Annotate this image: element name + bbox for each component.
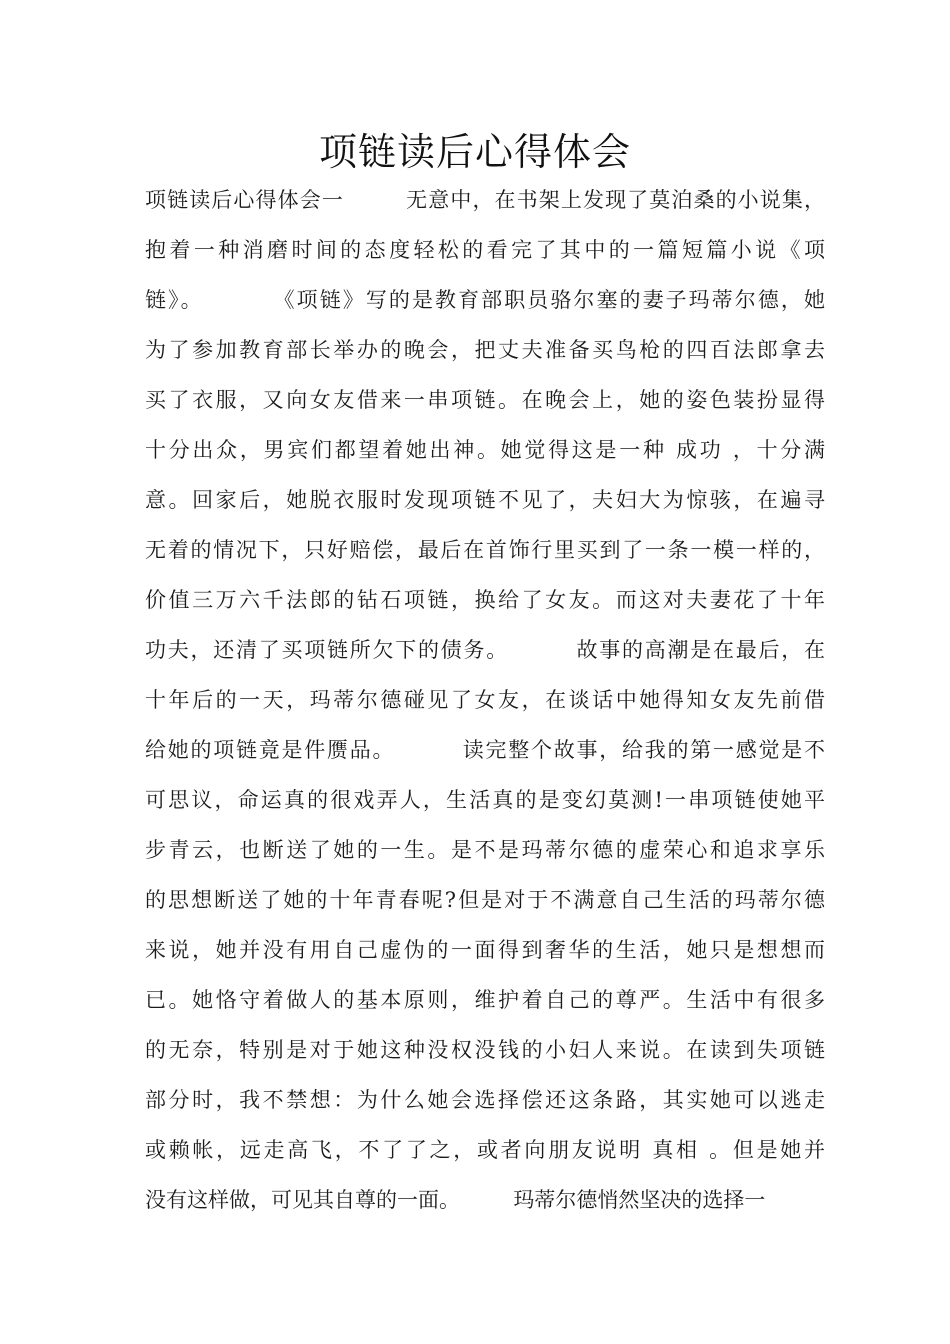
body-line: 十分出众，男宾们都望着她出神。她觉得这是一种 成功 ，十分满: [145, 438, 825, 462]
body-line: 买了衣服，又向女友借来一串项链。在晚会上，她的姿色装扮显得: [145, 388, 825, 412]
document-body: [145, 175, 825, 1225]
body-line: 功夫，还清了买项链所欠下的债务。 故事的高潮是在最后，在: [145, 638, 825, 662]
body-line: 为了参加教育部长举办的晚会，把丈夫准备买鸟枪的四百法郎拿去: [145, 338, 825, 362]
body-line: 链》。 《项链》写的是教育部职员骆尔塞的妻子玛蒂尔德，她: [145, 288, 825, 312]
body-line: 十年后的一天，玛蒂尔德碰见了女友，在谈话中她得知女友先前借: [145, 688, 825, 712]
body-line: 价值三万六千法郎的钻石项链，换给了女友。而这对夫妻花了十年: [145, 588, 825, 612]
body-line: 意。回家后，她脱衣服时发现项链不见了，夫妇大为惊骇，在遍寻: [145, 488, 825, 512]
body-line: 的无奈，特别是对于她这种没权没钱的小妇人来说。在读到失项链: [145, 1038, 825, 1062]
body-line: 可思议，命运真的很戏弄人，生活真的是变幻莫测!一串项链使她平: [145, 788, 825, 812]
body-line: 抱着一种消磨时间的态度轻松的看完了其中的一篇短篇小说《项: [145, 238, 825, 262]
body-line: 给她的项链竟是件赝品。 读完整个故事，给我的第一感觉是不: [145, 738, 825, 762]
body-line: 的思想断送了她的十年青春呢?但是对于不满意自己生活的玛蒂尔德: [145, 888, 825, 912]
body-line: 没有这样做，可见其自尊的一面。 玛蒂尔德悄然坚决的选择一: [145, 1188, 766, 1212]
body-line: 来说，她并没有用自己虚伪的一面得到奢华的生活，她只是想想而: [145, 938, 825, 962]
body-line: 已。她恪守着做人的基本原则，维护着自己的尊严。生活中有很多: [145, 988, 825, 1012]
body-line: 项链读后心得体会一 无意中，在书架上发现了莫泊桑的小说集，: [145, 188, 825, 212]
body-line: 或赖帐，远走高飞，不了了之，或者向朋友说明 真相 。但是她并: [145, 1138, 825, 1162]
document-title: 项链读后心得体会: [318, 130, 631, 174]
body-line: 无着的情况下，只好赔偿，最后在首饰行里买到了一条一模一样的，: [145, 538, 825, 562]
body-line: 部分时，我不禁想：为什么她会选择偿还这条路，其实她可以逃走: [145, 1088, 825, 1112]
body-line: 步青云，也断送了她的一生。是不是玛蒂尔德的虚荣心和追求享乐: [145, 838, 825, 862]
